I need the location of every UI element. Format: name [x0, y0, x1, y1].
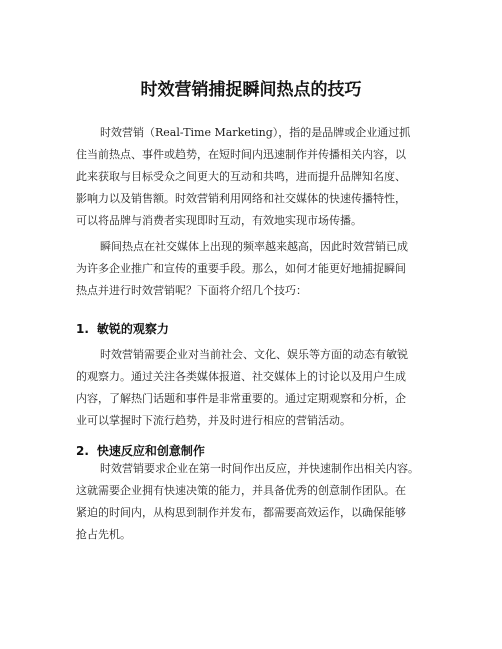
paragraph-line: 时效营销需要企业对当前社会、文化、娱乐等方面的动态有敏锐: [100, 348, 408, 361]
paragraph-line: 这就需要企业拥有快速决策的能力，并具备优秀的创意制作团队。在: [76, 484, 406, 497]
paragraph-line: 紧迫的时间内，从构思到制作并发布，都需要高效运作，以确保能够: [76, 506, 406, 519]
intro-paragraph-2: [76, 236, 476, 302]
paragraph-line: 可以将品牌与消费者实现即时互动，有效地实现市场传播。: [76, 214, 362, 227]
paragraph-line: 此来获取与目标受众之间更大的互动和共鸣，进而提升品牌知名度、: [76, 170, 406, 183]
paragraph-line: 业可以掌握时下流行趋势，并及时进行相应的营销活动。: [76, 414, 351, 427]
paragraph-line: 影响力以及销售额。时效营销利用网络和社交媒体的快速传播特性，: [76, 192, 406, 205]
paragraph-line: 时效营销（Real-Time Marketing），指的是品牌或企业通过抓: [100, 126, 411, 139]
paragraph-line: 瞬间热点在社交媒体上出现的频率越来越高，因此时效营销已成: [100, 240, 408, 253]
intro-paragraph-1: [76, 122, 476, 232]
paragraph-line: 抢占先机。: [76, 528, 131, 541]
paragraph-line: 热点并进行时效营销呢？下面将介绍几个技巧：: [76, 284, 307, 297]
paragraph-line: 时效营销要求企业在第一时间作出反应，并快速制作出相关内容。: [100, 462, 419, 475]
paragraph-line: 的观察力。通过关注各类媒体报道、社交媒体上的讨论以及用户生成: [76, 370, 406, 383]
section-heading-1: [76, 320, 169, 338]
paragraph-line: 为许多企业推广和宣传的重要手段。那么，如何才能更好地捕捉瞬间: [76, 262, 406, 275]
section-title: 快速反应和创意制作: [96, 444, 205, 458]
paragraph-line: 住当前热点、事件或趋势，在短时间内迅速制作并传播相关内容，以: [76, 148, 406, 161]
section-paragraph-1: [76, 344, 476, 432]
section-title: 敏锐的观察力: [96, 322, 169, 336]
paragraph-line: 内容，了解热门话题和事件是非常重要的。通过定期观察和分析，企: [76, 392, 406, 405]
section-number: 1.: [76, 322, 89, 336]
section-paragraph-2: [76, 458, 476, 546]
document-title: 时效营销捕捉瞬间热点的技巧: [140, 80, 362, 100]
section-number: 2.: [76, 444, 89, 458]
